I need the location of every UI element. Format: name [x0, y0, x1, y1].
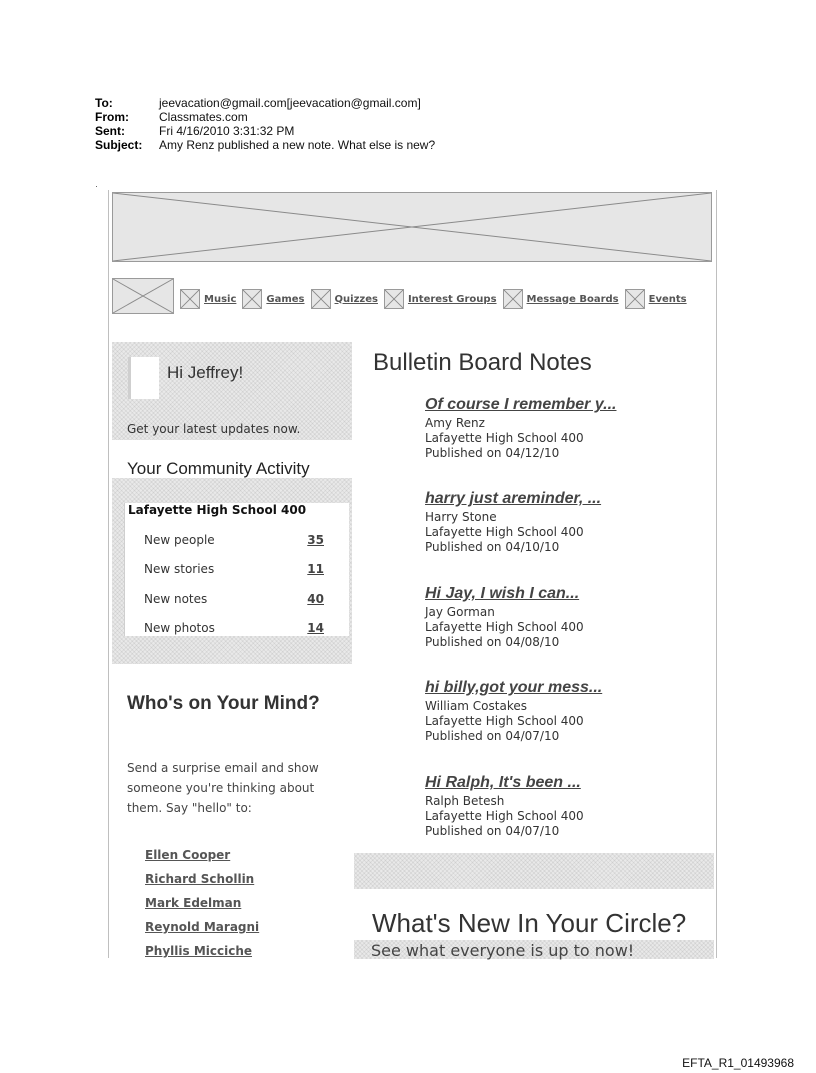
- greeting-text: Hi Jeffrey!: [167, 363, 244, 382]
- to-value: jeevacation@gmail.com[jeevacation@gmail.com]: [159, 96, 421, 110]
- stat-label: New stories: [144, 562, 215, 576]
- banner-image-placeholder: [112, 192, 712, 262]
- logo-placeholder[interactable]: [112, 278, 174, 314]
- whos-on-your-mind-title: Who's on Your Mind?: [127, 693, 320, 714]
- music-icon: [180, 289, 200, 309]
- note-title-link[interactable]: harry just areminder, ...: [425, 490, 602, 507]
- note-published: Published on 04/12/10: [425, 446, 560, 460]
- community-activity-title: Your Community Activity: [127, 459, 310, 478]
- note-school: Lafayette High School 400: [425, 525, 584, 539]
- games-icon: [242, 289, 262, 309]
- bulletin-note: [425, 677, 602, 744]
- quizzes-icon: [311, 289, 331, 309]
- sent-value: Fri 4/16/2010 3:31:32 PM: [159, 124, 295, 138]
- stat-value-link[interactable]: 11: [307, 562, 324, 576]
- see-what-text: See what everyone is up to now!: [371, 941, 635, 960]
- nav-link-quizzes[interactable]: Quizzes: [334, 293, 378, 305]
- stat-value-link[interactable]: 35: [307, 533, 324, 547]
- bulletin-note: [425, 772, 584, 839]
- nav-item-music[interactable]: [180, 289, 236, 309]
- note-school: Lafayette High School 400: [425, 714, 584, 728]
- note-author: Ralph Betesh: [425, 794, 505, 808]
- note-published: Published on 04/07/10: [425, 729, 560, 743]
- top-nav: [180, 289, 693, 309]
- note-published: Published on 04/08/10: [425, 635, 560, 649]
- stat-value-link[interactable]: 40: [307, 592, 324, 606]
- nav-link-events[interactable]: Events: [648, 293, 687, 305]
- friend-link[interactable]: Richard Schollin: [145, 872, 255, 886]
- note-published: Published on 04/07/10: [425, 824, 560, 838]
- note-school: Lafayette High School 400: [425, 620, 584, 634]
- school-name: Lafayette High School 400: [128, 503, 307, 517]
- nav-link-interest-groups[interactable]: Interest Groups: [407, 293, 497, 305]
- stat-label: New notes: [144, 592, 208, 606]
- avatar: [128, 357, 159, 399]
- sent-label: Sent:: [95, 124, 125, 138]
- stat-value-link[interactable]: 14: [307, 621, 324, 635]
- nav-item-quizzes[interactable]: [311, 289, 378, 309]
- note-school: Lafayette High School 400: [425, 809, 584, 823]
- bulletin-note: [425, 394, 616, 461]
- nav-link-games[interactable]: Games: [266, 293, 305, 305]
- updates-text: Get your latest updates now.: [127, 422, 301, 436]
- document-id: EFTA_R1_01493968: [682, 1056, 794, 1070]
- subject-value: Amy Renz published a new note. What else is new?: [159, 138, 436, 152]
- friend-link[interactable]: Mark Edelman: [145, 896, 242, 910]
- broken-image-icon: [113, 193, 711, 261]
- note-author: Harry Stone: [425, 510, 497, 524]
- events-icon: [625, 289, 645, 309]
- friend-list: [145, 843, 259, 963]
- nav-item-games[interactable]: [242, 289, 304, 309]
- message-boards-icon: [503, 289, 523, 309]
- friend-link[interactable]: Ellen Cooper: [145, 848, 231, 862]
- note-title-link[interactable]: Of course I remember y...: [425, 396, 617, 413]
- note-published: Published on 04/10/10: [425, 540, 560, 554]
- nav-link-music[interactable]: Music: [204, 293, 237, 305]
- stat-label: New photos: [144, 621, 215, 635]
- interest-groups-icon: [384, 289, 404, 309]
- note-author: William Costakes: [425, 699, 527, 713]
- bulletin-note: [425, 488, 601, 555]
- whats-new-title: What's New In Your Circle?: [372, 908, 687, 938]
- send-surprise-text: Send a surprise email and show someone you're thinking about them. Say "hello" to:: [127, 761, 319, 815]
- nav-item-events[interactable]: [625, 289, 687, 309]
- subject-label: Subject:: [95, 138, 143, 152]
- bulletin-note: [425, 583, 584, 650]
- bulletin-board-title: Bulletin Board Notes: [373, 349, 592, 376]
- note-title-link[interactable]: Hi Jay, I wish I can...: [425, 585, 580, 602]
- friend-link[interactable]: Phyllis Micciche: [145, 944, 253, 958]
- broken-image-icon: [113, 279, 173, 313]
- stray-dot: [96, 186, 97, 187]
- nav-link-message-boards[interactable]: Message Boards: [526, 293, 619, 305]
- note-school: Lafayette High School 400: [425, 431, 584, 445]
- stat-label: New people: [144, 533, 215, 547]
- note-author: Jay Gorman: [425, 605, 495, 619]
- from-value: Classmates.com: [159, 110, 248, 124]
- note-title-link[interactable]: hi billy,got your mess...: [425, 679, 603, 696]
- nav-item-message-boards[interactable]: [503, 289, 619, 309]
- from-label: From:: [95, 110, 129, 124]
- nav-item-interest-groups[interactable]: [384, 289, 497, 309]
- friend-link[interactable]: Reynold Maragni: [145, 920, 260, 934]
- note-author: Amy Renz: [425, 416, 485, 430]
- email-header: [95, 96, 435, 152]
- to-label: To:: [95, 96, 113, 110]
- divider-band: [354, 853, 714, 889]
- note-title-link[interactable]: Hi Ralph, It's been ...: [425, 774, 581, 791]
